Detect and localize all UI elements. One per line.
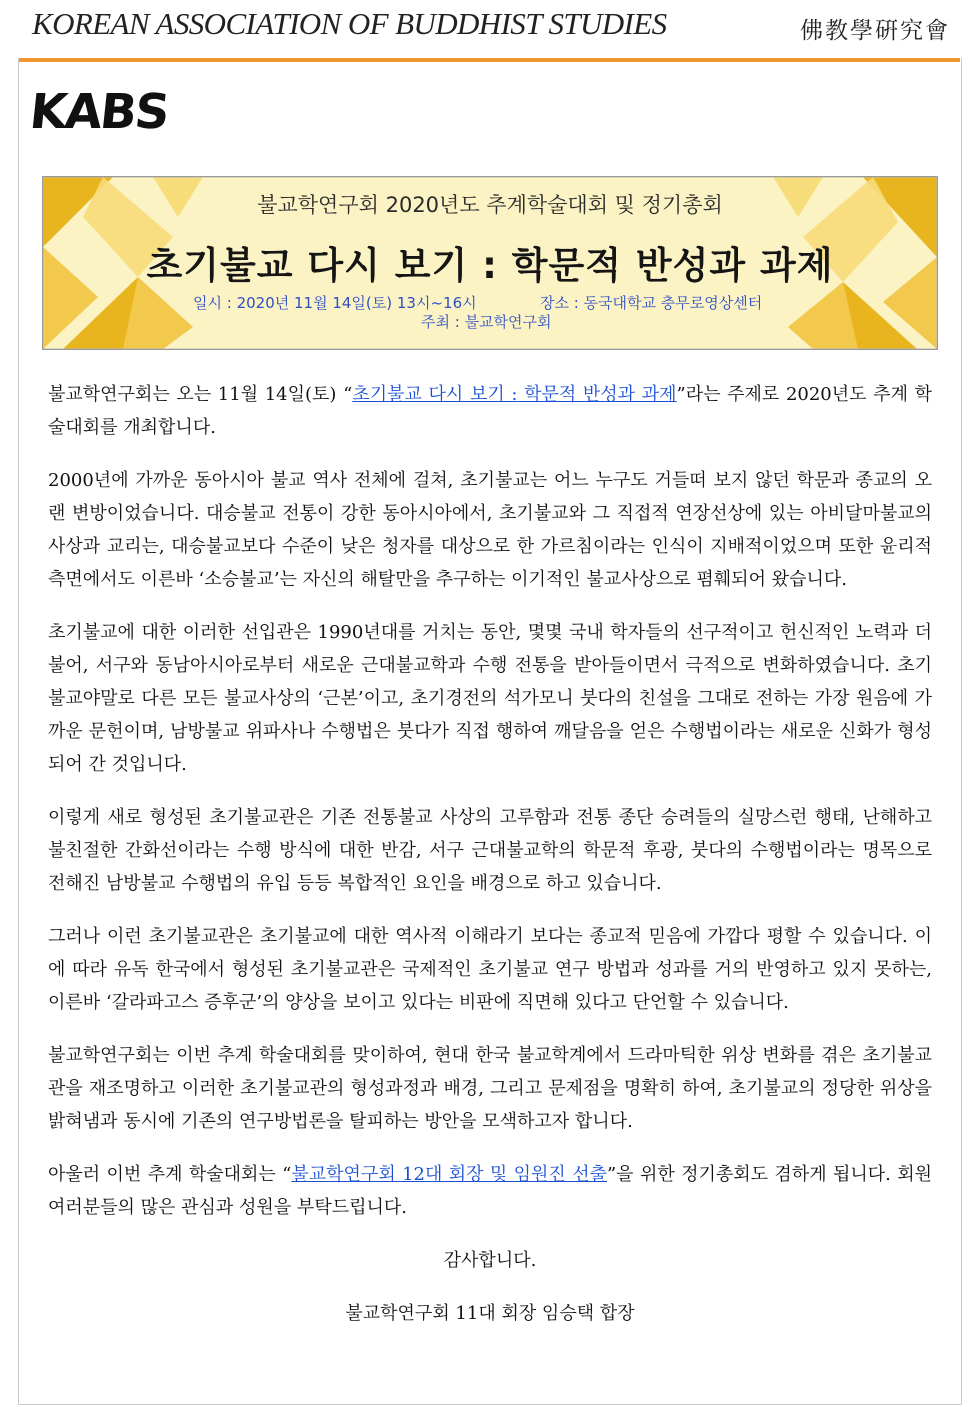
banner-theme: 초기불교 다시 보기 : 학문적 반성과 과제 bbox=[146, 244, 834, 287]
kabs-logo: KABS bbox=[27, 84, 171, 140]
paragraph-preconception: 초기불교에 대한 이러한 선입관은 1990년대를 거치는 동안, 몇몇 국내 학자들의 선구적이고 헌신적인 노력과 더불어, 서구와 동남아시아로부터 새로운 근대불교학과 수행 전통을 받아들이면서 극적으로 변화하였습니다. 초기불교야말로 다른 모든 불교사상의 ‘근본’이고, 초기경전의 석가모니 붓다의 친설을 그대로 전하는 가장 원음에 가까운 문헌이며, 남방불교 위파사나 수행법은 붓다가 직접 행하여 깨달음을 얻은 수행법이라는 새로운 신화가 형성되어 간 것입니다. bbox=[48, 622, 932, 775]
association-name: KOREAN ASSOCIATION OF BUDDHIST STUDIES bbox=[32, 6, 667, 41]
letter-body bbox=[48, 378, 932, 1350]
signature: 불교학연구회 11대 회장 임승택 합장 bbox=[345, 1303, 635, 1324]
closing-thanks: 감사합니다. bbox=[443, 1250, 537, 1271]
paragraph-intro: 불교학연구회는 오는 11월 14일(토) “초기불교 다시 보기 : 학문적 반성과 과제”라는 주제로 2020년도 추계 학술대회를 개최합니다. bbox=[48, 384, 932, 438]
paragraph-critique: 그러나 이런 초기불교관은 초기불교에 대한 역사적 이해라기 보다는 종교적 믿음에 가깝다 평할 수 있습니다. 이에 따라 유독 한국에서 형성된 초기불교관은 국제적인 초기불교 연구 방법과 성과를 거의 반영하고 있지 못하는, 이른바 ‘갈라파고스 증후군’의 양상을 보이고 있다는 비판에 직면해 있다고 단언할 수 있습니다. bbox=[48, 926, 932, 1013]
paragraph-background: 이렇게 새로 형성된 초기불교관은 기존 전통불교 사상의 고루함과 전통 종단 승려들의 실망스런 행태, 난해하고 불친절한 간화선이라는 수행 방식에 대한 반감, 서구 근대불교학의 학문적 후광, 붓다의 수행법이라는 명목으로 전해진 남방불교 수행법의 유입 등등 복합적인 요인을 배경으로 하고 있습니다. bbox=[48, 807, 932, 894]
paragraph-purpose: 불교학연구회는 이번 추계 학술대회를 맞이하여, 현대 한국 불교학계에서 드라마틱한 위상 변화를 겪은 초기불교관을 재조명하고 이러한 초기불교관의 형성과정과 배경, 그리고 문제점을 명확히 하여, 초기불교의 정당한 위상을 밝혀냄과 동시에 기존의 연구방법론을 탈피하는 방안을 모색하고자 합니다. bbox=[48, 1045, 932, 1132]
banner-place: 장소 : 동국대학교 충무로영상센터 bbox=[540, 294, 763, 312]
theme-link[interactable]: 초기불교 다시 보기 : 학문적 반성과 과제 bbox=[352, 384, 677, 405]
association-name-cjk: 佛教學硏究會 bbox=[800, 18, 950, 44]
banner-event-title: 불교학연구회 2020년도 추계학술대회 및 정기총회 bbox=[257, 193, 723, 217]
banner-date: 일시 : 2020년 11월 14일(토) 13시~16시 bbox=[193, 294, 477, 312]
event-banner bbox=[42, 176, 938, 350]
paragraph-history: 2000년에 가까운 동아시아 불교 역사 전체에 걸쳐, 초기불교는 어느 누구도 거들떠 보지 않던 학문과 종교의 오랜 변방이었습니다. 대승불교 전통이 강한 동아시아에서, 초기불교와 그 직접적 연장선상에 있는 아비달마불교의 사상과 교리는, 대승불교보다 수준이 낮은 청자를 대상으로 한 가르침이라는 인식이 지배적이었으며 또한 윤리적 측면에서도 이른바 ‘소승불교’는 자신의 해탈만을 추구하는 이기적인 불교사상으로 폄훼되어 왔습니다. bbox=[48, 470, 932, 590]
banner-host: 주최 : 불교학연구회 bbox=[421, 313, 552, 331]
election-link[interactable]: 불교학연구회 12대 회장 및 임원진 선출 bbox=[291, 1164, 607, 1185]
paragraph-general-meeting: 아울러 이번 추계 학술대회는 “불교학연구회 12대 회장 및 임원진 선출”을 위한 정기총회도 겸하게 됩니다. 회원 여러분들의 많은 관심과 성원을 부탁드립니다. bbox=[48, 1164, 932, 1218]
